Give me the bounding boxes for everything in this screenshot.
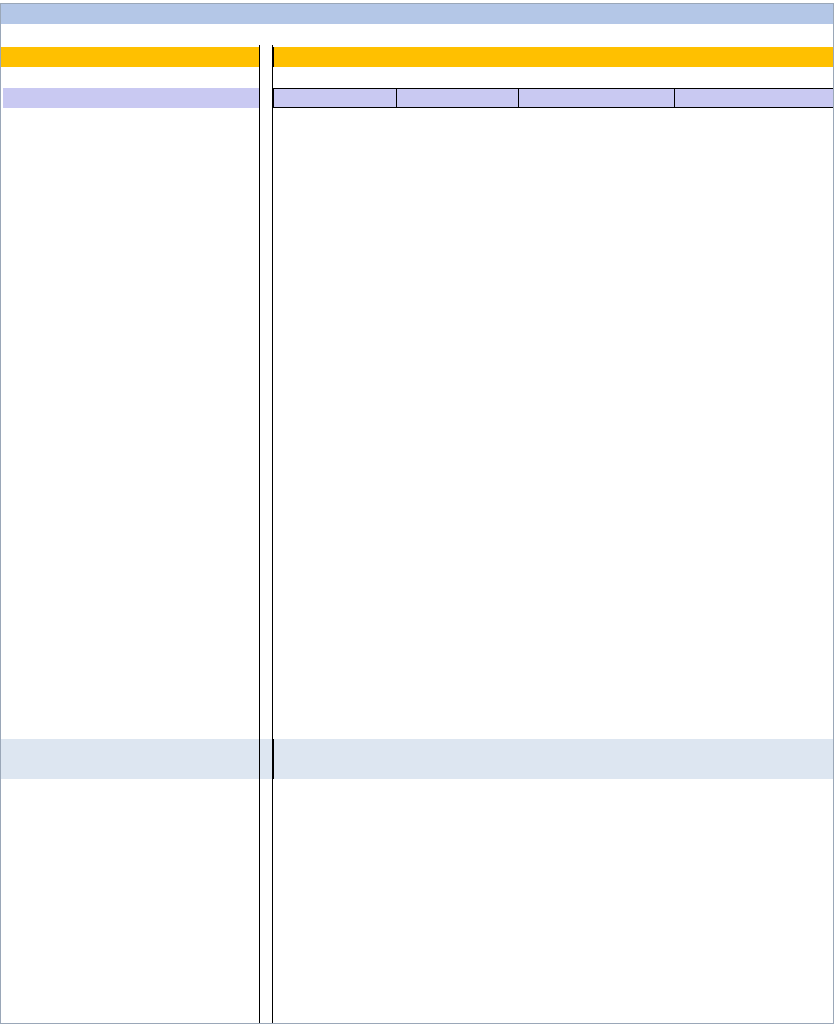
sheet-title (0, 4, 260, 24)
header-corporate (396, 88, 518, 108)
header-monthly (674, 88, 834, 108)
header-room-rates (3, 88, 259, 108)
extra-person-lines (273, 739, 834, 779)
header-weekly (518, 88, 674, 108)
header-regular (273, 88, 396, 108)
extra-person-row (0, 739, 834, 779)
phone-number (676, 4, 834, 24)
extra-person-label (3, 739, 259, 759)
tax-note (273, 47, 834, 67)
tax-note-row (0, 47, 834, 67)
title-row (0, 4, 834, 24)
inn-name (270, 4, 670, 24)
extra-person-line (279, 759, 831, 779)
tax-note-fill (0, 47, 260, 67)
sheet-border (0, 3, 834, 1024)
column-header-row (0, 88, 834, 108)
extra-person-line (279, 739, 831, 759)
spacer-column (259, 45, 273, 1024)
